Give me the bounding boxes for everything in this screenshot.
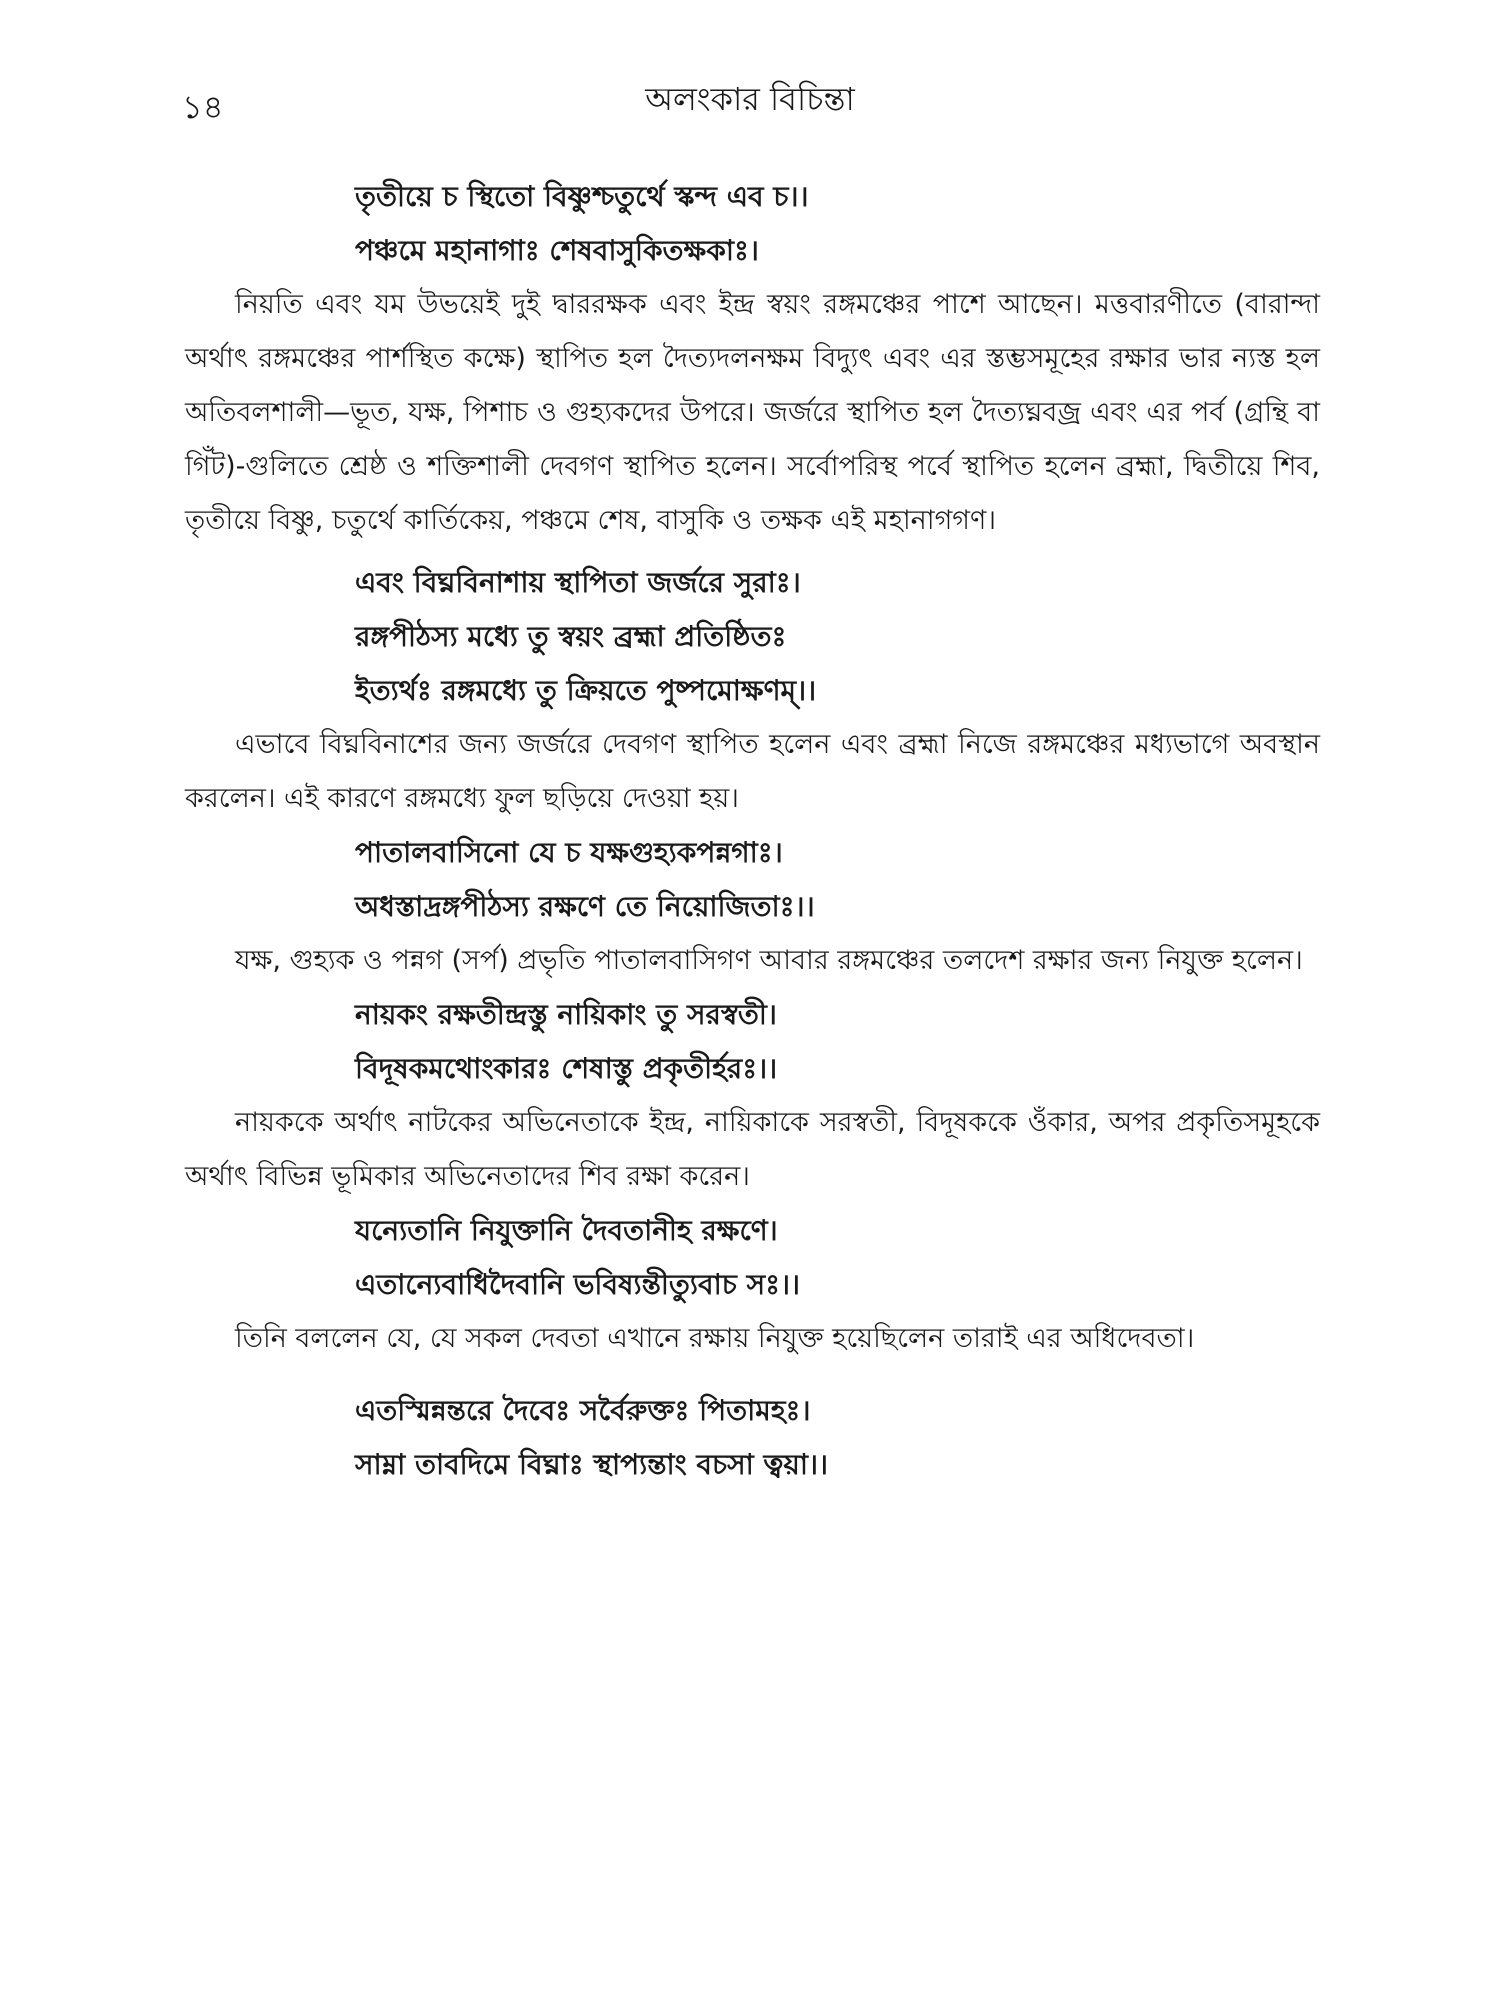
verse-line: পাতালবাসিনো যে চ যক্ষগুহ্যকপন্নগাঃ।	[355, 836, 783, 869]
page-body	[185, 170, 1320, 1492]
verse-line: যন্যেতানি নিযুক্তানি দৈবতানীহ রক্ষণে।	[355, 1214, 778, 1247]
running-title: অলংকার বিচিন্তা	[645, 80, 855, 118]
verse-line: তৃতীয়ে চ স্থিতো বিষ্ণুশ্চতুর্থে স্কন্দ এব চ।।	[355, 180, 809, 213]
verse-line: এতান্যেবাধিদৈবানি ভবিষ্যন্তীত্যুবাচ সঃ।।	[355, 1268, 801, 1301]
verse-line: রঙ্গপীঠস্য মধ্যে তু স্বয়ং ব্রহ্মা প্রতিষ্ঠিতঃ	[355, 620, 787, 653]
verse-line: বিদূষকমথোংকারঃ শেষাস্তু প্রকৃতীর্হরঃ।।	[355, 1052, 778, 1085]
verse-line: সাম্না তাবদিমে বিঘ্নাঃ স্থাপ্যন্তাং বচসা ত্বয়া।।	[355, 1448, 829, 1481]
prose-paragraph: নিয়তি এবং যম উভয়েই দুই দ্বাররক্ষক এবং ইন্দ্র স্বয়ং রঙ্গমঞ্চের পাশে আছেন। মত্তবারণীতে (বারান্দা অর্থাৎ রঙ্গমঞ্চের পার্শস্থিত কক্ষে) স্থাপিত হল দৈত্যদলনক্ষম বিদ্যুৎ এবং এর স্তম্ভসমূহের রক্ষার ভার ন্যস্ত হল অতিবলশালী—ভূত, যক্ষ, পিশাচ ও গুহ্যকদের উপরে। জর্জরে স্থাপিত হল দৈত্যঘ্নবজ্র এবং এর পর্ব (গ্রন্থি বা গিঁট)-গুলিতে শ্রেষ্ঠ ও শক্তিশালী দেবগণ স্থাপিত হলেন। সর্বোপরিস্থ পর্বে স্থাপিত হলেন ব্রহ্মা, দ্বিতীয়ে শিব, তৃতীয়ে বিষ্ণু, চতুর্থে কার্তিকেয়, পঞ্চমে শেষ, বাসুকি ও তক্ষক এই মহানাগগণ।	[185, 289, 1320, 536]
verse-line: এবং বিঘ্নবিনাশায় স্থাপিতা জর্জরে সুরাঃ।	[355, 566, 801, 599]
prose-paragraph: তিনি বললেন যে, যে সকল দেবতা এখানে রক্ষায় নিযুক্ত হয়েছিলেন তারাই এর অধিদেবতা।	[235, 1323, 1195, 1354]
verse-line: পঞ্চমে মহানাগাঃ শেষবাসুকিতক্ষকাঃ।	[355, 234, 759, 267]
verse-line: এতস্মিন্নন্তরে দৈবেঃ সর্বৈরুক্তঃ পিতামহঃ।	[355, 1394, 811, 1427]
page-number: ১৪	[182, 88, 224, 126]
verse-line: অধস্তাদ্রঙ্গপীঠস্য রক্ষণে তে নিয়োজিতাঃ।।	[355, 890, 815, 923]
prose-paragraph: যক্ষ, গুহ্যক ও পন্নগ (সর্প) প্রভৃতি পাতালবাসিগণ আবার রঙ্গমঞ্চের তলদেশ রক্ষার জন্য নিযুক্ত হলেন।	[235, 945, 1303, 976]
prose-paragraph: এভাবে বিঘ্নবিনাশের জন্য জর্জরে দেবগণ স্থাপিত হলেন এবং ব্রহ্মা নিজে রঙ্গমঞ্চের মধ্যভাগে অবস্থান করলেন। এই কারণে রঙ্গমধ্যে ফুল ছড়িয়ে দেওয়া হয়।	[185, 729, 1320, 814]
verse-line: ইত্যর্থঃ রঙ্গমধ্যে তু ক্রিয়তে পুষ্পমোক্ষণম্।।	[355, 674, 817, 707]
prose-paragraph: নায়ককে অর্থাৎ নাটকের অভিনেতাকে ইন্দ্র, নায়িকাকে সরস্বতী, বিদূষককে ওঁকার, অপর প্রকৃতিসমূহকে অর্থাৎ বিভিন্ন ভূমিকার অভিনেতাদের শিব রক্ষা করেন।	[185, 1107, 1320, 1192]
verse-line: নায়কং রক্ষতীন্দ্রস্তু নায়িকাং তু সরস্বতী।	[355, 998, 777, 1031]
